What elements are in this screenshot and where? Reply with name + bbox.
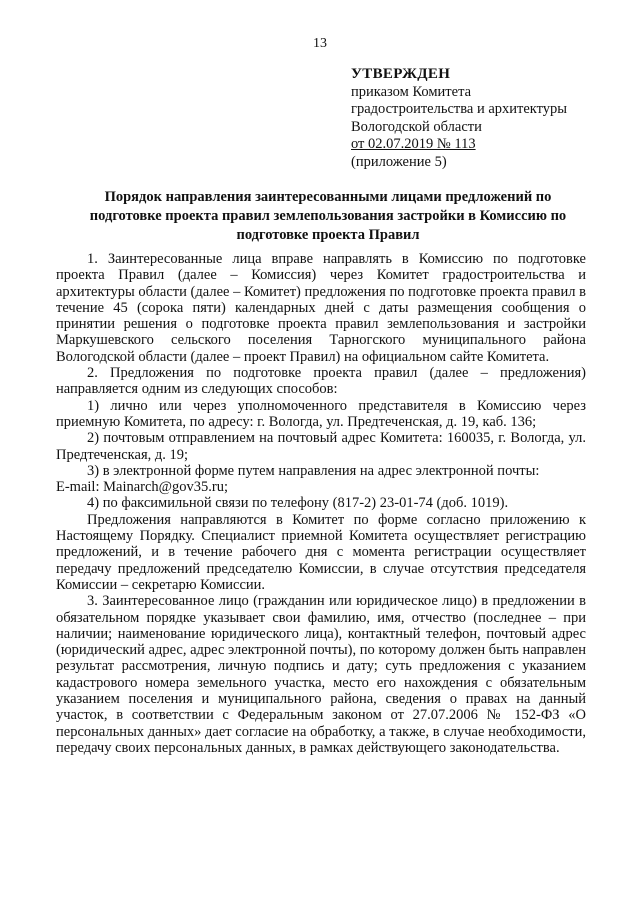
list-item-3: 3) в электронной форме путем направления на адрес электронной почты:	[87, 462, 540, 479]
list-item-4: 4) по факсимильной связи по телефону (817-2) 23-01-74 (доб. 1019).	[87, 495, 509, 512]
list-item-1: 1) лично или через уполномоченного представителя в Комиссию через приемную Комитета, по адресу: г. Вологда, ул. Предтеченская, д. 19, каб. 136;	[56, 397, 586, 430]
page-number: 13	[313, 36, 327, 51]
approval-line-committee: градостроительства и архитектуры	[351, 101, 568, 117]
list-item-2: 2) почтовым отправлением на почтовый адрес Комитета: 160035, г. Вологда, ул. Предтеченская, д. 19;	[56, 430, 586, 463]
paragraph-registration: Предложения направляются в Комитет по форме согласно приложению к Настоящему Порядку. Специалист приемной Комитета осуществляет регистрацию предложений, и в течение рабочего дня с момента регистрации осуществляет передачу предложений председателю Комиссии, в случае отсутствия председателя Комиссии – секретарю Комиссии.	[56, 511, 586, 593]
approval-block	[351, 66, 621, 171]
document-body	[56, 251, 586, 756]
approval-appendix: (приложение 5)	[351, 153, 447, 170]
document-title: Порядок направления заинтересованными лицами предложений по подготовке проекта правил землепользования застройки в Комиссию по подготовке проекта Правил	[89, 189, 567, 243]
approval-heading: УТВЕРЖДЕН	[351, 66, 451, 82]
approval-order-number: от 02.07.2019 № 113	[351, 136, 476, 152]
approval-line-region: Вологодской области	[351, 118, 482, 135]
approval-line-order-by: приказом Комитета	[351, 83, 472, 100]
paragraph-3: 3. Заинтересованное лицо (гражданин или юридическое лицо) в предложении в обязательном порядке указывает свои фамилию, имя, отчество (последнее – при наличии; наименование юридического лица), контактный телефон, почтовый адрес (юридический адрес, адрес электронной почты), по которому должен быть направлен результат рассмотрения, личную подпись и дату; суть предложения с указанием кадастрового номера земельного участка, место его нахождения с обязательным указанием поселения и муниципального района, сведения о правах на данный участок, в соответствии с Федеральным законом от 27.07.2006 № 152-ФЗ «О персональных данных» дает согласие на обработку, а также, в случае необходимости, передачу своих персональных данных, в рамках действующего законодательства.	[56, 593, 586, 756]
paragraph-2: 2. Предложения по подготовке проекта правил (далее – предложения) направляется одним из следующих способов:	[56, 365, 586, 398]
paragraph-1: 1. Заинтересованные лица вправе направлять в Комиссию по подготовке проекта Правил (далее – Комиссия) через Комитет градостроительства и архитектуры области (далее – Комитет) предложения по подготовке проекта правил в течение 45 (сорока пяти) календарных дней с даты размещения сообщения о принятии решения о подготовке проекта правил землепользования и застройки Маркушевского сельского поселения Тарногского муниципального района Вологодской области (далее – проект Правил) на официальном сайте Комитета.	[56, 251, 586, 365]
email-line: E-mail: Mainarch@gov35.ru;	[56, 479, 229, 496]
